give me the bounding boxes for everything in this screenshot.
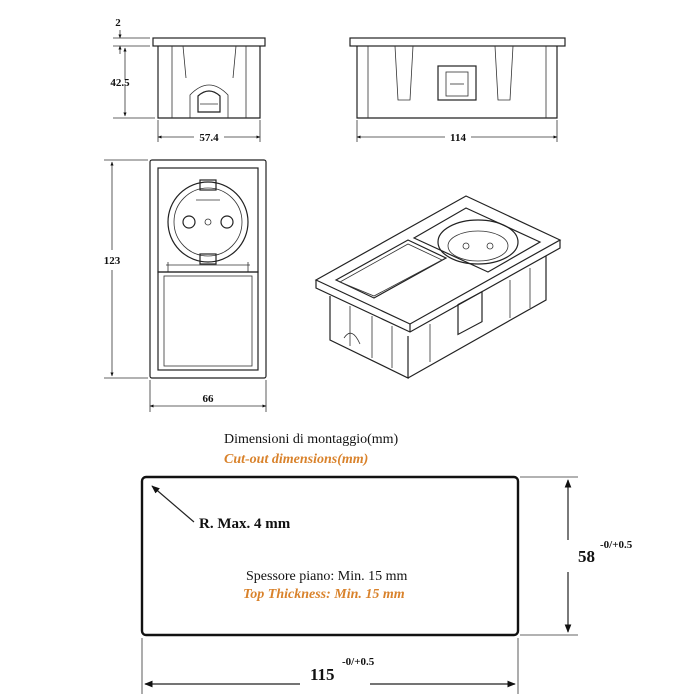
dim-width-side: 57.4 — [199, 132, 219, 144]
thickness-label-it: Spessore piano: Min. 15 mm — [246, 569, 408, 584]
thickness-label-en: Top Thickness: Min. 15 mm — [243, 587, 405, 602]
dim-width-top: 66 — [202, 393, 214, 405]
cutout-section — [142, 432, 633, 694]
cutout-height-tolerance: -0/+0.5 — [600, 539, 633, 551]
isometric-view — [316, 196, 560, 378]
cutout-width-tolerance: -0/+0.5 — [342, 656, 375, 668]
top-view — [104, 160, 266, 412]
cutout-width: 115 — [310, 665, 335, 684]
dim-height: 42.5 — [110, 77, 130, 89]
radius-label: R. Max. 4 mm — [199, 516, 291, 532]
cutout-title-it: Dimensioni di montaggio(mm) — [224, 432, 399, 447]
cutout-title-en: Cut-out dimensions(mm) — [224, 452, 369, 467]
schuko-socket-icon — [168, 180, 248, 264]
cutout-rectangle — [142, 477, 518, 635]
front-view — [350, 38, 565, 144]
dim-length-front: 114 — [450, 132, 466, 144]
dim-flange: 2 — [115, 17, 121, 29]
cutout-height: 58 — [578, 547, 595, 566]
dim-length-top: 123 — [103, 255, 121, 267]
side-view — [110, 17, 265, 144]
